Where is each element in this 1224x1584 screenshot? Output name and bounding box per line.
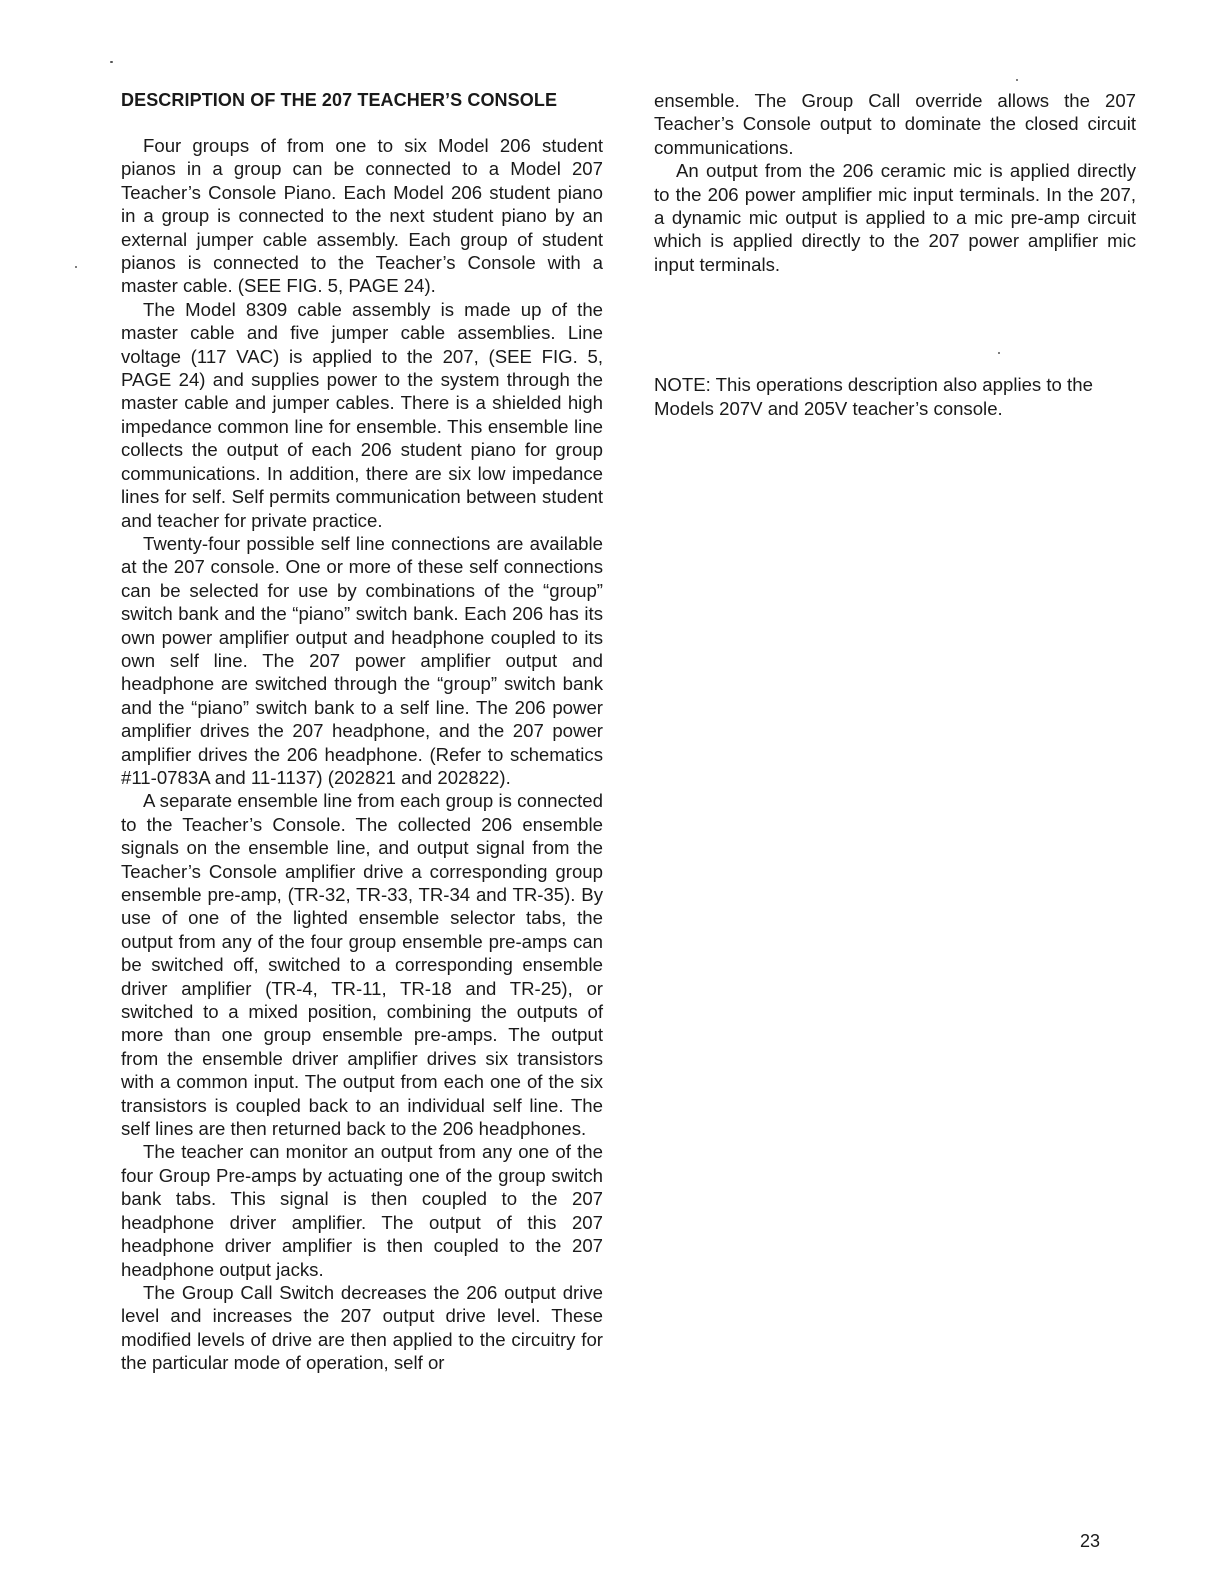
scan-speck <box>998 352 1000 354</box>
paragraph-8: An output from the 206 ceramic mic is applied directly to the 206 power amplifier mic input terminals. In the 207, a dynamic mic output is applied to a mic pre-amp circuit which is applied directly to the 207 power amplifier mic input terminals. <box>654 160 1136 275</box>
section-heading: DESCRIPTION OF THE 207 TEACHER’S CONSOLE <box>121 90 558 110</box>
paragraph-4: A separate ensemble line from each group is connected to the Teacher’s Console. The collected 206 ensemble signals on the ensemble line, and output signal from the Teacher’s Console amplifier drive a corresponding group ensemble pre-amp, (TR-32, TR-33, TR-34 and TR-35). By use of one of the lighted ensemble selector tabs, the output from any of the four group ensemble pre-amps can be switched off, switched to a corresponding ensemble driver amplifier (TR-4, TR-11, TR-18 and TR-25), or switched to a mixed position, combining the outputs of more than one group ensemble pre-amps. The output from the ensemble driver amplifier drives six transistors with a common input. The output from each one of the six transistors is coupled back to an individual self line. The self lines are then returned back to the 206 headphones. <box>121 790 603 1140</box>
paragraph-2: The Model 8309 cable assembly is made up of the master cable and five jumper cable assemblies. Line voltage (117 VAC) is applied to the 207, (SEE FIG. 5, PAGE 24) and supplies power to the system through the master cable and jumper cables. There is a shielded high impedance common line for ensemble. This ensemble line collects the output of each 206 student piano for group communications. In addition, there are six low impedance lines for self. Self permits communication between student and teacher for private practice. <box>121 298 603 531</box>
note-paragraph: NOTE: This operations description also applies to the Models 207V and 205V teacher’s console. <box>654 374 1093 419</box>
scan-speck <box>1016 79 1018 81</box>
scan-speck <box>110 61 113 63</box>
paragraph-1: Four groups of from one to six Model 206 student pianos in a group can be connected to a Model 207 Teacher’s Console Piano. Each Model 206 student piano in a group is connected to the next student piano by an external jumper cable assembly. Each group of student pianos is connected to the Teacher’s Console with a master cable. (SEE FIG. 5, PAGE 24). <box>121 135 603 297</box>
paragraph-5: The teacher can monitor an output from any one of the four Group Pre-amps by actuating one of the group switch bank tabs. This signal is then coupled to the 207 headphone driver amplifier. The output of this 207 headphone driver amplifier is then coupled to the 207 headphone output jacks. <box>121 1141 603 1280</box>
scan-speck <box>75 266 77 268</box>
paragraph-7: ensemble. The Group Call override allows the 207 Teacher’s Console output to dominate the closed circuit communications. <box>654 90 1136 158</box>
left-column <box>121 89 603 1375</box>
paragraph-3: Twenty-four possible self line connections are available at the 207 console. One or more of these self connections can be selected for use by combinations of the “group” switch bank and the “piano” switch bank. Each 206 has its own power amplifier output and headphone coupled to its own self line. The 207 power amplifier output and headphone are switched through the “group” switch bank and the “piano” switch bank to a self line. The 206 power amplifier drives the 207 headphone, and the 207 power amplifier drives the 206 headphone. (Refer to schematics #11-0783A and 11-1137) (202821 and 202822). <box>121 532 603 788</box>
paragraph-6: The Group Call Switch decreases the 206 output drive level and increases the 207 output drive level. These modified levels of drive are then applied to the circuitry for the particular mode of operation, self or <box>121 1281 603 1374</box>
right-column <box>654 89 1136 420</box>
page-number: 23 <box>1080 1531 1101 1551</box>
